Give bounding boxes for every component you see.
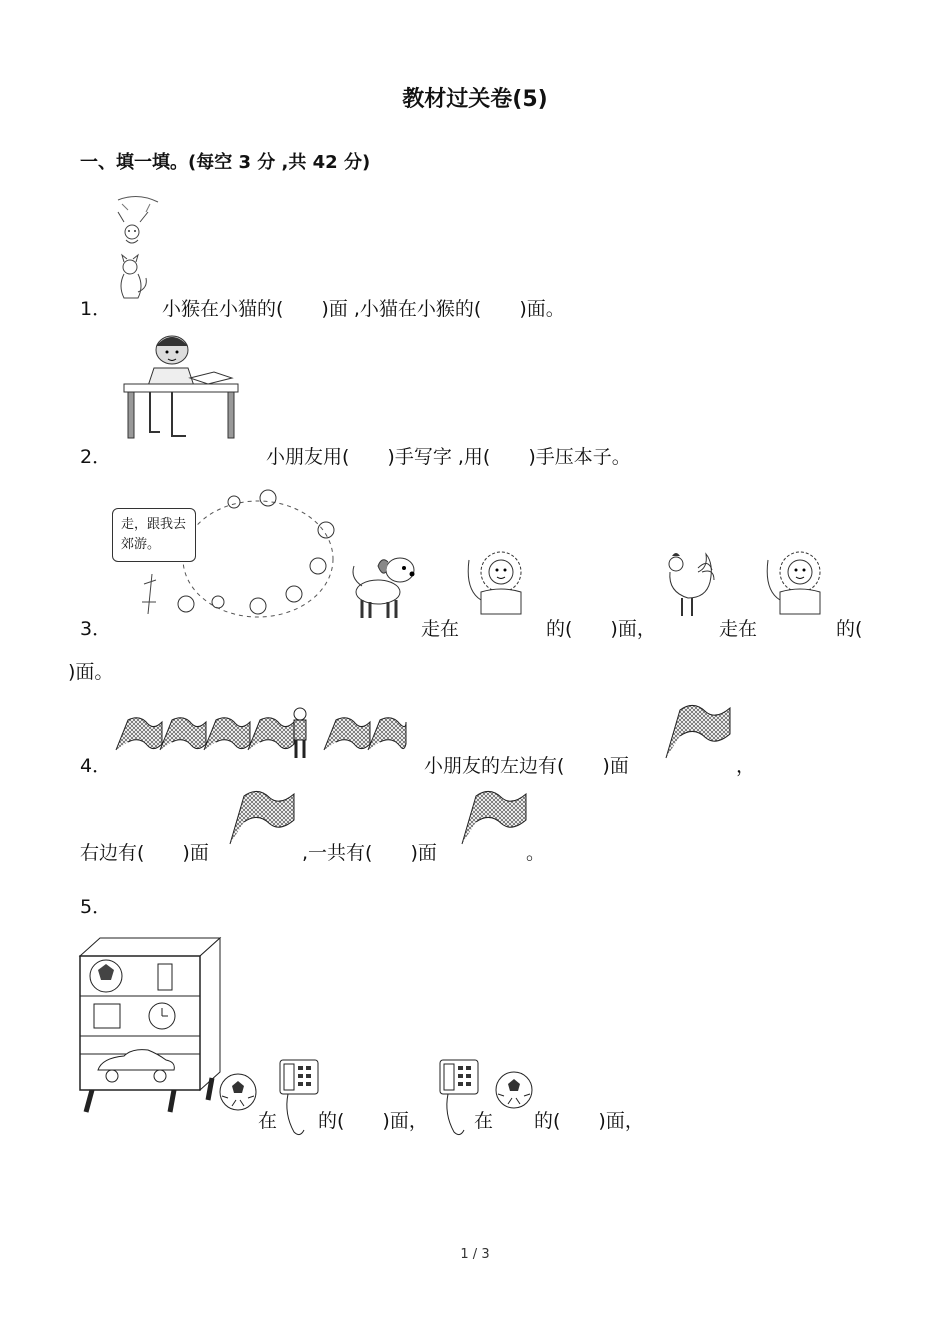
question-3-seg1: 走在 [421, 618, 460, 640]
football-picture-1 [218, 1072, 258, 1116]
cabinet-illustration [78, 936, 224, 1118]
monkey-cat-illustration [110, 192, 165, 306]
lion-picture-1 [465, 546, 535, 626]
page-title: 教材过关卷(5) [402, 87, 548, 112]
question-5-seg1: 在 [258, 1110, 278, 1132]
football-picture-2 [494, 1070, 534, 1114]
speech-bubble-text: 走，跟我去郊游。 [121, 517, 187, 552]
telephone-picture-1 [278, 1056, 322, 1144]
rooster-icon [662, 550, 718, 622]
question-2-text: 小朋友用( )手写字 ,用( )手压本子。 [266, 446, 631, 468]
section-heading: 一、填一填。(每空 3 分 ,共 42 分) [80, 152, 371, 173]
child-figure-icon [294, 708, 306, 758]
question-3-seg2: 的( )面， [546, 618, 656, 640]
cabinet-icon [78, 936, 224, 1114]
flags-row-illustration [112, 706, 407, 766]
flag-icon [664, 700, 734, 762]
page-number: 1 / 3 [460, 1247, 490, 1262]
question-2-number: 2． [80, 446, 112, 468]
football-icon [494, 1070, 534, 1110]
question-5-seg2: 的( )面， [318, 1110, 428, 1132]
telephone-icon [278, 1056, 322, 1140]
football-icon [218, 1072, 258, 1112]
question-4-number: 4． [80, 755, 112, 777]
question-3-line2: )面。 [68, 661, 114, 683]
dog-icon [348, 550, 420, 622]
child-writing-at-desk [120, 330, 242, 446]
lion-icon [465, 546, 535, 622]
flag-picture-1 [664, 700, 734, 766]
flag-icon [228, 786, 298, 848]
question-5-number: 5． [80, 896, 112, 918]
lion-icon [764, 546, 834, 622]
question-3-seg4: 的( [836, 618, 863, 640]
flag-icon [460, 786, 530, 848]
rooster-picture [662, 550, 718, 626]
flag-picture-3 [460, 786, 530, 852]
dog-picture [348, 550, 420, 626]
question-5-seg4: 的( )面， [534, 1110, 644, 1132]
question-3-seg3: 走在 [719, 618, 758, 640]
speech-bubble [112, 508, 196, 562]
question-4-line2-end: 。 [526, 842, 546, 864]
child-desk-icon [120, 330, 242, 442]
question-5-seg3: 在 [474, 1110, 494, 1132]
question-4-seg1: 小朋友的左边有( )面 [424, 755, 629, 777]
question-1-text: 小猴在小猫的( )面 ,小猫在小猴的( )面。 [162, 298, 565, 320]
flag-picture-2 [228, 786, 298, 852]
question-4-line2-a: 右边有( )面 [80, 842, 209, 864]
question-4-line2-b: ,一共有( )面 [302, 842, 437, 864]
monkey-cat-icon [110, 192, 165, 302]
question-3-number: 3． [80, 618, 112, 640]
question-1-number: 1． [80, 298, 112, 320]
lion-picture-2 [764, 546, 834, 626]
question-4-seg1-end: ， [736, 755, 756, 777]
flags-row-icon [112, 706, 407, 762]
